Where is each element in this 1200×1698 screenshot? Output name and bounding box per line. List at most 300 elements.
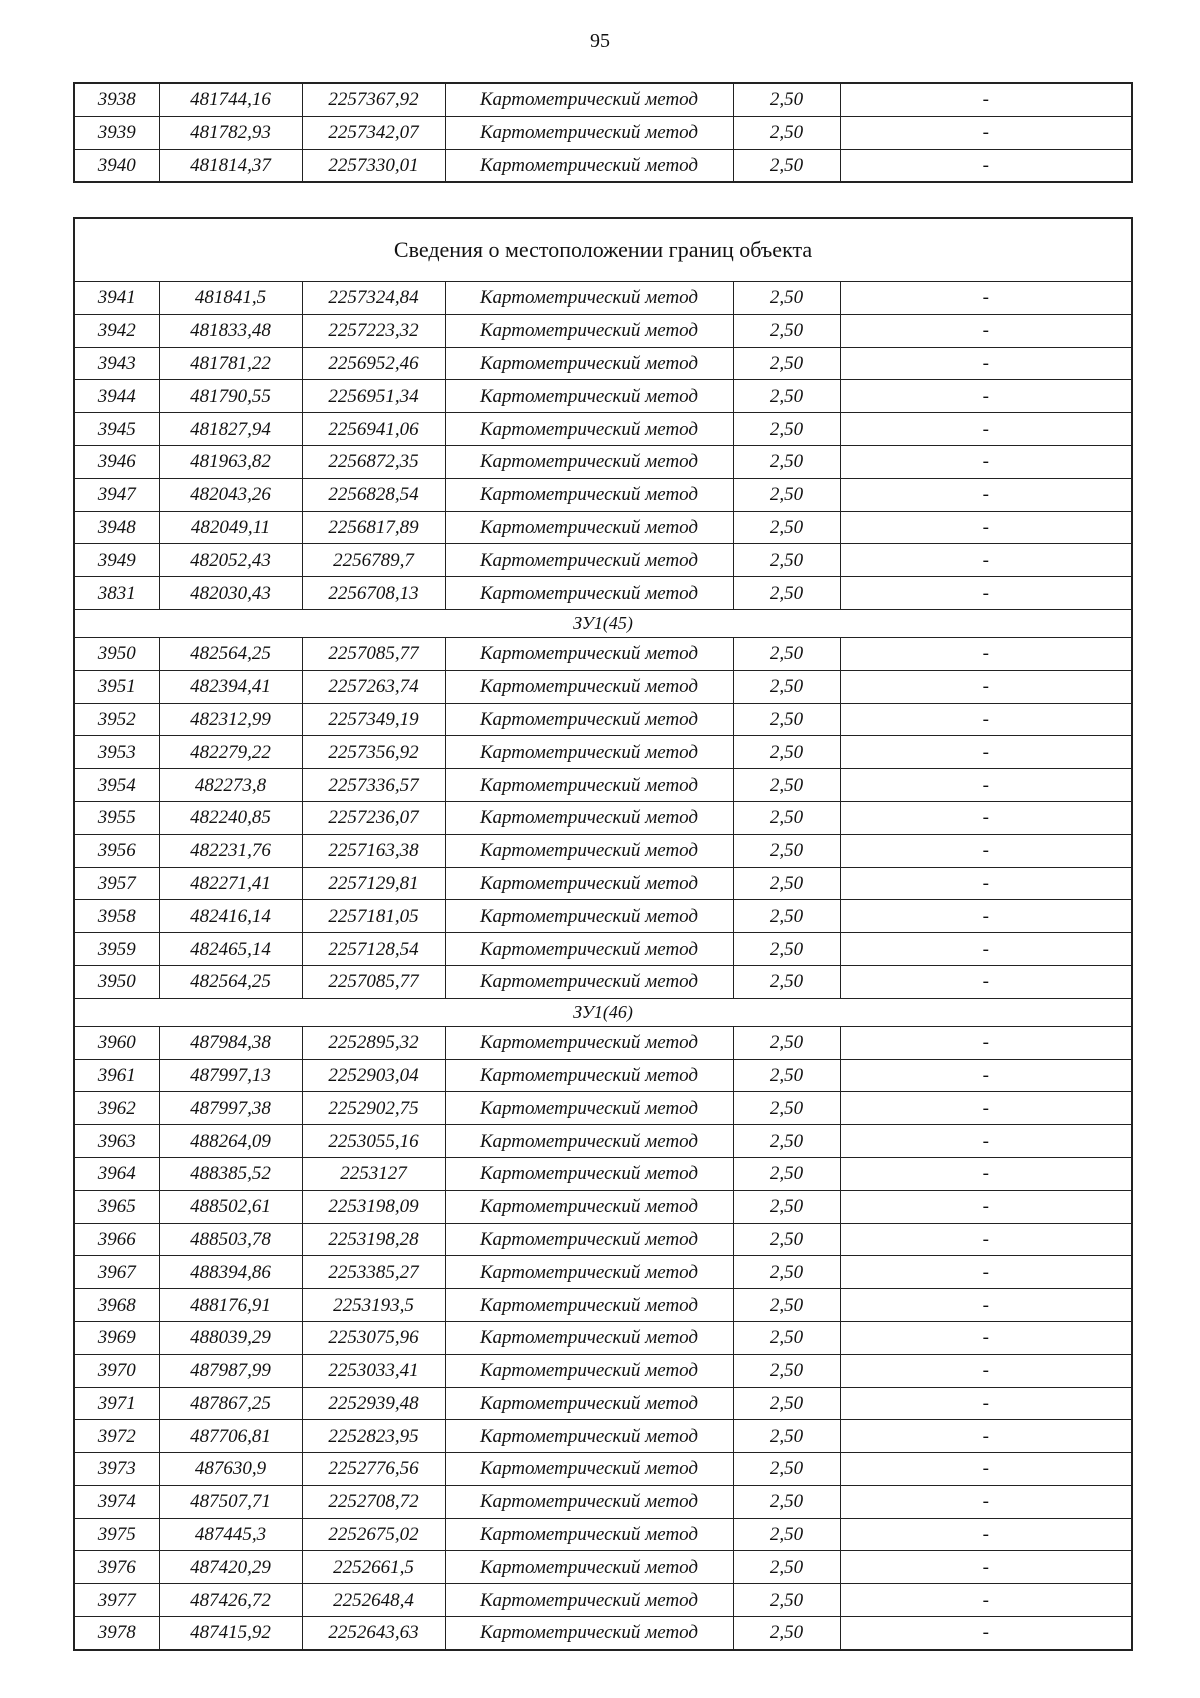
cell-coord-x: 487987,99: [159, 1354, 302, 1387]
cell-accuracy: 2,50: [733, 347, 840, 380]
table-row: [74, 834, 1132, 867]
cell-description: -: [840, 1518, 1132, 1551]
cell-coord-y: 2252661,5: [302, 1551, 445, 1584]
cell-coord-y: 2252939,48: [302, 1387, 445, 1420]
cell-point-number: 3949: [74, 544, 159, 577]
cell-description: -: [840, 1289, 1132, 1322]
cell-coord-x: 482394,41: [159, 670, 302, 703]
cell-coord-x: 488502,61: [159, 1190, 302, 1223]
table-row: [74, 83, 1132, 116]
cell-point-number: 3942: [74, 314, 159, 347]
cell-coord-y: 2256817,89: [302, 511, 445, 544]
table-row: [74, 511, 1132, 544]
table-row: [74, 1125, 1132, 1158]
cell-method: Картометрический метод: [445, 1551, 733, 1584]
cell-method: Картометрический метод: [445, 83, 733, 116]
cell-method: Картометрический метод: [445, 1059, 733, 1092]
cell-coord-y: 2256828,54: [302, 478, 445, 511]
cell-coord-y: 2252823,95: [302, 1420, 445, 1453]
cell-point-number: 3967: [74, 1256, 159, 1289]
cell-accuracy: 2,50: [733, 933, 840, 966]
cell-point-number: 3963: [74, 1125, 159, 1158]
cell-coord-x: 482240,85: [159, 801, 302, 834]
cell-accuracy: 2,50: [733, 1321, 840, 1354]
cell-coord-x: 481781,22: [159, 347, 302, 380]
cell-coord-y: 2253198,09: [302, 1190, 445, 1223]
cell-description: -: [840, 1223, 1132, 1256]
cell-coord-x: 488385,52: [159, 1157, 302, 1190]
cell-accuracy: 2,50: [733, 965, 840, 998]
cell-coord-y: 2252708,72: [302, 1485, 445, 1518]
cell-point-number: 3939: [74, 116, 159, 149]
cell-coord-y: 2252903,04: [302, 1059, 445, 1092]
cell-method: Картометрический метод: [445, 1256, 733, 1289]
cell-coord-x: 482312,99: [159, 703, 302, 736]
cell-accuracy: 2,50: [733, 1289, 840, 1322]
cell-point-number: 3951: [74, 670, 159, 703]
cell-accuracy: 2,50: [733, 637, 840, 670]
cell-accuracy: 2,50: [733, 1354, 840, 1387]
group-label-row: [74, 998, 1132, 1026]
cell-coord-x: 481841,5: [159, 282, 302, 315]
cell-accuracy: 2,50: [733, 511, 840, 544]
cell-description: -: [840, 1420, 1132, 1453]
cell-accuracy: 2,50: [733, 1223, 840, 1256]
cell-method: Картометрический метод: [445, 834, 733, 867]
cell-method: Картометрический метод: [445, 933, 733, 966]
cell-point-number: 3978: [74, 1617, 159, 1650]
cell-accuracy: 2,50: [733, 1190, 840, 1223]
cell-point-number: 3959: [74, 933, 159, 966]
cell-accuracy: 2,50: [733, 867, 840, 900]
cell-description: -: [840, 544, 1132, 577]
cell-description: -: [840, 1092, 1132, 1125]
table-row: [74, 544, 1132, 577]
cell-method: Картометрический метод: [445, 867, 733, 900]
group-label: ЗУ1(45): [74, 609, 1132, 637]
cell-method: Картометрический метод: [445, 413, 733, 446]
cell-coord-x: 482052,43: [159, 544, 302, 577]
cell-description: -: [840, 1059, 1132, 1092]
table-row: [74, 1453, 1132, 1486]
cell-accuracy: 2,50: [733, 703, 840, 736]
cell-method: Картометрический метод: [445, 282, 733, 315]
cell-description: -: [840, 1551, 1132, 1584]
cell-coord-x: 482043,26: [159, 478, 302, 511]
cell-point-number: 3957: [74, 867, 159, 900]
table-row: [74, 116, 1132, 149]
cell-description: -: [840, 1125, 1132, 1158]
cell-method: Картометрический метод: [445, 380, 733, 413]
cell-method: Картометрический метод: [445, 1485, 733, 1518]
cell-description: -: [840, 1617, 1132, 1650]
table-row: [74, 314, 1132, 347]
cell-coord-x: 481744,16: [159, 83, 302, 116]
cell-coord-y: 2252902,75: [302, 1092, 445, 1125]
cell-point-number: 3977: [74, 1584, 159, 1617]
cell-description: -: [840, 965, 1132, 998]
cell-point-number: 3943: [74, 347, 159, 380]
cell-coord-x: 482049,11: [159, 511, 302, 544]
cell-method: Картометрический метод: [445, 1157, 733, 1190]
cell-coord-x: 487445,3: [159, 1518, 302, 1551]
cell-description: -: [840, 83, 1132, 116]
table-row: [74, 1256, 1132, 1289]
page-number: 95: [590, 30, 610, 52]
cell-point-number: 3947: [74, 478, 159, 511]
cell-point-number: 3975: [74, 1518, 159, 1551]
cell-method: Картометрический метод: [445, 1125, 733, 1158]
cell-point-number: 3968: [74, 1289, 159, 1322]
cell-description: -: [840, 478, 1132, 511]
cell-method: Картометрический метод: [445, 1584, 733, 1617]
cell-accuracy: 2,50: [733, 380, 840, 413]
cell-coord-y: 2252895,32: [302, 1026, 445, 1059]
table-row: [74, 965, 1132, 998]
cell-accuracy: 2,50: [733, 736, 840, 769]
cell-coord-y: 2257349,19: [302, 703, 445, 736]
cell-point-number: 3953: [74, 736, 159, 769]
cell-coord-y: 2253055,16: [302, 1125, 445, 1158]
cell-accuracy: 2,50: [733, 413, 840, 446]
cell-coord-y: 2257336,57: [302, 769, 445, 802]
cell-description: -: [840, 149, 1132, 182]
table-row: [74, 1157, 1132, 1190]
cell-coord-y: 2256708,13: [302, 577, 445, 610]
cell-description: -: [840, 116, 1132, 149]
cell-point-number: 3962: [74, 1092, 159, 1125]
table-row: [74, 933, 1132, 966]
cell-description: -: [840, 511, 1132, 544]
cell-method: Картометрический метод: [445, 703, 733, 736]
cell-accuracy: 2,50: [733, 1125, 840, 1158]
cell-description: -: [840, 1256, 1132, 1289]
cell-coord-x: 487415,92: [159, 1617, 302, 1650]
cell-accuracy: 2,50: [733, 1420, 840, 1453]
table-row: [74, 867, 1132, 900]
cell-accuracy: 2,50: [733, 1157, 840, 1190]
cell-description: -: [840, 801, 1132, 834]
coordinates-table-continued: [73, 82, 1133, 183]
cell-point-number: 3958: [74, 900, 159, 933]
table-heading: Сведения о местоположении границ объекта: [74, 218, 1132, 282]
table-row: [74, 1059, 1132, 1092]
cell-coord-x: 482279,22: [159, 736, 302, 769]
cell-point-number: 3970: [74, 1354, 159, 1387]
table-row: [74, 445, 1132, 478]
cell-description: -: [840, 1387, 1132, 1420]
table-row: [74, 282, 1132, 315]
cell-accuracy: 2,50: [733, 1453, 840, 1486]
cell-accuracy: 2,50: [733, 1617, 840, 1650]
cell-point-number: 3946: [74, 445, 159, 478]
cell-coord-y: 2256872,35: [302, 445, 445, 478]
cell-coord-x: 482564,25: [159, 637, 302, 670]
group-label-row: [74, 609, 1132, 637]
cell-coord-x: 487997,38: [159, 1092, 302, 1125]
cell-coord-x: 482564,25: [159, 965, 302, 998]
cell-coord-x: 482231,76: [159, 834, 302, 867]
cell-coord-x: 488394,86: [159, 1256, 302, 1289]
cell-coord-x: 482271,41: [159, 867, 302, 900]
cell-point-number: 3831: [74, 577, 159, 610]
cell-point-number: 3973: [74, 1453, 159, 1486]
cell-coord-x: 487507,71: [159, 1485, 302, 1518]
table-row: [74, 478, 1132, 511]
cell-description: -: [840, 380, 1132, 413]
cell-coord-x: 487630,9: [159, 1453, 302, 1486]
cell-coord-y: 2256951,34: [302, 380, 445, 413]
cell-coord-y: 2257263,74: [302, 670, 445, 703]
cell-method: Картометрический метод: [445, 1321, 733, 1354]
cell-point-number: 3948: [74, 511, 159, 544]
cell-accuracy: 2,50: [733, 149, 840, 182]
cell-point-number: 3944: [74, 380, 159, 413]
cell-accuracy: 2,50: [733, 1551, 840, 1584]
cell-coord-y: 2253385,27: [302, 1256, 445, 1289]
cell-coord-y: 2257163,38: [302, 834, 445, 867]
cell-coord-x: 481790,55: [159, 380, 302, 413]
cell-description: -: [840, 1026, 1132, 1059]
table-row: [74, 736, 1132, 769]
cell-point-number: 3966: [74, 1223, 159, 1256]
cell-coord-x: 482416,14: [159, 900, 302, 933]
table-row: [74, 149, 1132, 182]
cell-coord-y: 2256941,06: [302, 413, 445, 446]
cell-accuracy: 2,50: [733, 577, 840, 610]
cell-accuracy: 2,50: [733, 478, 840, 511]
cell-description: -: [840, 670, 1132, 703]
cell-coord-y: 2257356,92: [302, 736, 445, 769]
table-row: [74, 1387, 1132, 1420]
cell-method: Картометрический метод: [445, 1387, 733, 1420]
cell-coord-x: 487997,13: [159, 1059, 302, 1092]
cell-point-number: 3961: [74, 1059, 159, 1092]
cell-coord-y: 2257181,05: [302, 900, 445, 933]
cell-point-number: 3976: [74, 1551, 159, 1584]
cell-method: Картометрический метод: [445, 736, 733, 769]
cell-point-number: 3971: [74, 1387, 159, 1420]
cell-point-number: 3950: [74, 965, 159, 998]
cell-method: Картометрический метод: [445, 544, 733, 577]
cell-description: -: [840, 314, 1132, 347]
cell-accuracy: 2,50: [733, 116, 840, 149]
boundary-coordinates-table: [73, 217, 1133, 1651]
cell-coord-x: 481782,93: [159, 116, 302, 149]
cell-coord-y: 2256952,46: [302, 347, 445, 380]
group-label: ЗУ1(46): [74, 998, 1132, 1026]
cell-point-number: 3954: [74, 769, 159, 802]
cell-point-number: 3950: [74, 637, 159, 670]
cell-point-number: 3964: [74, 1157, 159, 1190]
cell-method: Картометрический метод: [445, 1223, 733, 1256]
cell-accuracy: 2,50: [733, 834, 840, 867]
cell-description: -: [840, 900, 1132, 933]
cell-point-number: 3974: [74, 1485, 159, 1518]
cell-coord-x: 487984,38: [159, 1026, 302, 1059]
cell-method: Картометрический метод: [445, 149, 733, 182]
cell-coord-x: 488264,09: [159, 1125, 302, 1158]
cell-coord-y: 2256789,7: [302, 544, 445, 577]
cell-method: Картометрический метод: [445, 637, 733, 670]
cell-method: Картометрический метод: [445, 347, 733, 380]
table-row: [74, 1551, 1132, 1584]
cell-coord-y: 2253075,96: [302, 1321, 445, 1354]
cell-description: -: [840, 413, 1132, 446]
cell-coord-x: 482273,8: [159, 769, 302, 802]
cell-coord-y: 2252776,56: [302, 1453, 445, 1486]
cell-description: -: [840, 577, 1132, 610]
cell-description: -: [840, 1485, 1132, 1518]
cell-coord-x: 487420,29: [159, 1551, 302, 1584]
table-row: [74, 1485, 1132, 1518]
cell-description: -: [840, 834, 1132, 867]
cell-accuracy: 2,50: [733, 544, 840, 577]
cell-accuracy: 2,50: [733, 1485, 840, 1518]
cell-description: -: [840, 1190, 1132, 1223]
cell-coord-y: 2257236,07: [302, 801, 445, 834]
cell-point-number: 3940: [74, 149, 159, 182]
cell-method: Картометрический метод: [445, 801, 733, 834]
cell-description: -: [840, 637, 1132, 670]
cell-point-number: 3955: [74, 801, 159, 834]
cell-method: Картометрический метод: [445, 116, 733, 149]
cell-accuracy: 2,50: [733, 1059, 840, 1092]
cell-description: -: [840, 736, 1132, 769]
cell-coord-x: 482030,43: [159, 577, 302, 610]
cell-point-number: 3960: [74, 1026, 159, 1059]
cell-coord-y: 2253127: [302, 1157, 445, 1190]
cell-coord-x: 487426,72: [159, 1584, 302, 1617]
cell-coord-y: 2257085,77: [302, 637, 445, 670]
cell-coord-y: 2257085,77: [302, 965, 445, 998]
cell-description: -: [840, 867, 1132, 900]
cell-coord-y: 2257342,07: [302, 116, 445, 149]
cell-method: Картометрический метод: [445, 670, 733, 703]
cell-accuracy: 2,50: [733, 282, 840, 315]
table-row: [74, 1354, 1132, 1387]
cell-point-number: 3956: [74, 834, 159, 867]
cell-point-number: 3941: [74, 282, 159, 315]
cell-accuracy: 2,50: [733, 1092, 840, 1125]
cell-method: Картометрический метод: [445, 1190, 733, 1223]
cell-point-number: 3938: [74, 83, 159, 116]
cell-accuracy: 2,50: [733, 1584, 840, 1617]
cell-coord-y: 2257128,54: [302, 933, 445, 966]
cell-point-number: 3945: [74, 413, 159, 446]
table-row: [74, 637, 1132, 670]
cell-accuracy: 2,50: [733, 769, 840, 802]
cell-method: Картометрический метод: [445, 1617, 733, 1650]
cell-coord-y: 2257129,81: [302, 867, 445, 900]
cell-point-number: 3952: [74, 703, 159, 736]
cell-coord-y: 2257367,92: [302, 83, 445, 116]
cell-accuracy: 2,50: [733, 1518, 840, 1551]
cell-coord-x: 482465,14: [159, 933, 302, 966]
cell-point-number: 3965: [74, 1190, 159, 1223]
cell-coord-x: 488503,78: [159, 1223, 302, 1256]
cell-coord-x: 481814,37: [159, 149, 302, 182]
cell-accuracy: 2,50: [733, 1256, 840, 1289]
table-row: [74, 801, 1132, 834]
cell-accuracy: 2,50: [733, 314, 840, 347]
cell-method: Картометрический метод: [445, 1026, 733, 1059]
cell-method: Картометрический метод: [445, 445, 733, 478]
cell-method: Картометрический метод: [445, 1453, 733, 1486]
cell-method: Картометрический метод: [445, 1354, 733, 1387]
cell-accuracy: 2,50: [733, 801, 840, 834]
cell-method: Картометрический метод: [445, 511, 733, 544]
table-row: [74, 1321, 1132, 1354]
cell-description: -: [840, 703, 1132, 736]
cell-coord-y: 2252675,02: [302, 1518, 445, 1551]
table-heading-row: [74, 218, 1132, 282]
table-row: [74, 703, 1132, 736]
cell-coord-y: 2253198,28: [302, 1223, 445, 1256]
cell-method: Картометрический метод: [445, 1289, 733, 1322]
cell-description: -: [840, 1157, 1132, 1190]
cell-description: -: [840, 282, 1132, 315]
cell-coord-y: 2257223,32: [302, 314, 445, 347]
cell-accuracy: 2,50: [733, 900, 840, 933]
cell-accuracy: 2,50: [733, 83, 840, 116]
cell-description: -: [840, 933, 1132, 966]
cell-coord-x: 481833,48: [159, 314, 302, 347]
table-row: [74, 1518, 1132, 1551]
cell-description: -: [840, 769, 1132, 802]
cell-coord-x: 487867,25: [159, 1387, 302, 1420]
cell-coord-y: 2253193,5: [302, 1289, 445, 1322]
cell-method: Картометрический метод: [445, 965, 733, 998]
table-row: [74, 1092, 1132, 1125]
table-row: [74, 1420, 1132, 1453]
cell-description: -: [840, 347, 1132, 380]
table-row: [74, 670, 1132, 703]
cell-method: Картометрический метод: [445, 314, 733, 347]
table-row: [74, 1026, 1132, 1059]
table-row: [74, 413, 1132, 446]
cell-accuracy: 2,50: [733, 1387, 840, 1420]
cell-coord-x: 487706,81: [159, 1420, 302, 1453]
cell-point-number: 3969: [74, 1321, 159, 1354]
cell-point-number: 3972: [74, 1420, 159, 1453]
cell-coord-x: 488176,91: [159, 1289, 302, 1322]
cell-accuracy: 2,50: [733, 445, 840, 478]
cell-method: Картометрический метод: [445, 577, 733, 610]
table-row: [74, 900, 1132, 933]
cell-description: -: [840, 1354, 1132, 1387]
table-row: [74, 577, 1132, 610]
cell-description: -: [840, 1453, 1132, 1486]
cell-accuracy: 2,50: [733, 670, 840, 703]
cell-coord-x: 488039,29: [159, 1321, 302, 1354]
table-row: [74, 1289, 1132, 1322]
cell-description: -: [840, 1584, 1132, 1617]
cell-coord-x: 481963,82: [159, 445, 302, 478]
cell-coord-y: 2252643,63: [302, 1617, 445, 1650]
cell-method: Картометрический метод: [445, 1420, 733, 1453]
cell-coord-y: 2257324,84: [302, 282, 445, 315]
cell-method: Картометрический метод: [445, 769, 733, 802]
cell-method: Картометрический метод: [445, 1092, 733, 1125]
cell-method: Картометрический метод: [445, 900, 733, 933]
table-row: [74, 1190, 1132, 1223]
cell-coord-y: 2252648,4: [302, 1584, 445, 1617]
cell-coord-x: 481827,94: [159, 413, 302, 446]
cell-coord-y: 2257330,01: [302, 149, 445, 182]
table-row: [74, 347, 1132, 380]
cell-method: Картометрический метод: [445, 478, 733, 511]
